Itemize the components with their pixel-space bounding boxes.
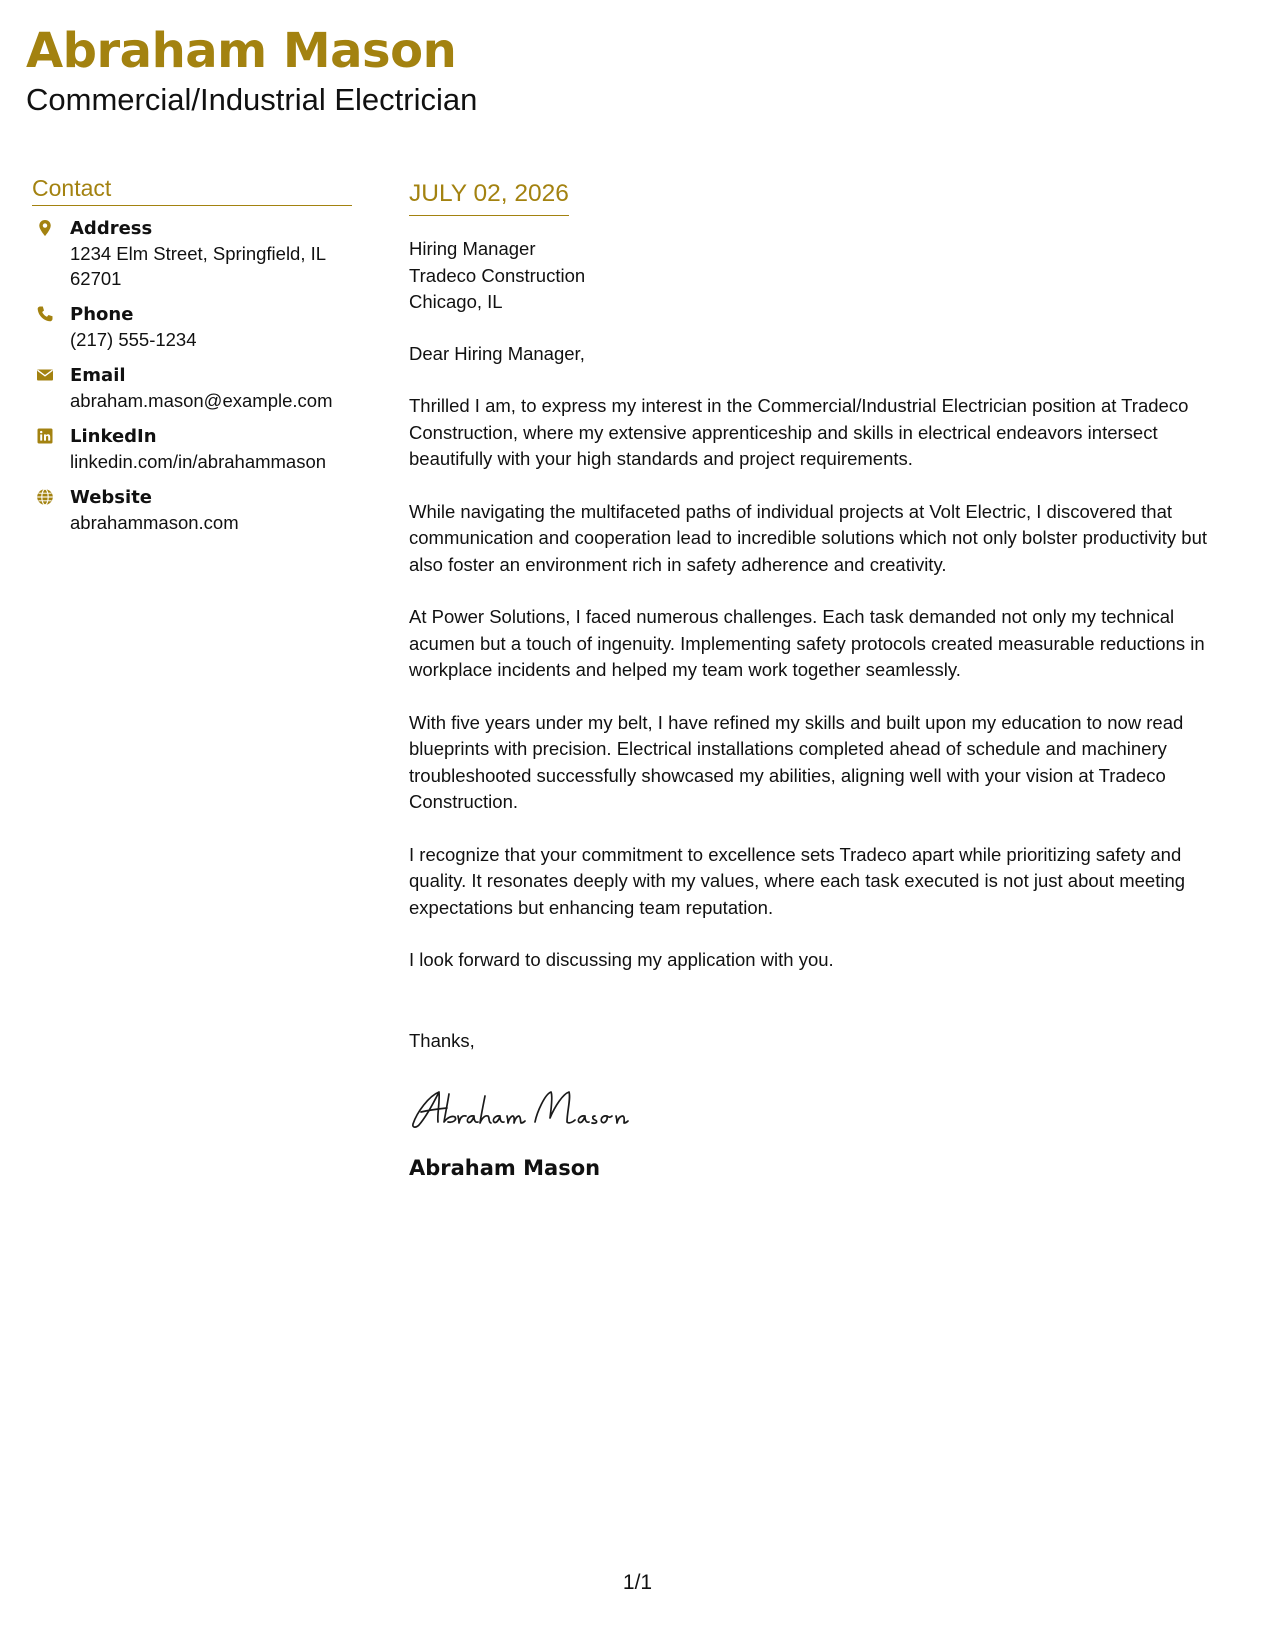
page-number: 1/1 (622, 1571, 653, 1594)
linkedin-icon (36, 427, 54, 445)
contact-item-website (32, 485, 352, 535)
signature-image (409, 1082, 669, 1134)
closing: Thanks, (409, 1029, 475, 1051)
recipient-line: Tradeco Construction (409, 264, 586, 286)
contact-item-linkedin (32, 424, 352, 474)
body-paragraph: With five years under my belt, I have refined my skills and built upon my education to now read blueprints with precision. Electrical installations completed ahead of schedule and machinery troubleshooted successfully showcased my abilities, aligning well with your vision at Tradeco Construction. (409, 711, 1184, 812)
body-paragraph: I look forward to discussing my application with you. (409, 949, 834, 970)
map-pin-icon (36, 219, 54, 237)
contact-item-phone (32, 302, 352, 352)
contact-label: Phone (70, 304, 134, 325)
contact-item-address (32, 216, 352, 291)
contact-item-email (32, 363, 352, 413)
body-paragraph: While navigating the multifaceted paths of individual projects at Volt Electric, I discovered that communication and cooperation lead to incredible solutions which not only bolster productivity but also foster an environment rich in safety adherence and creativity. (409, 500, 1208, 575)
contact-heading: Contact (32, 174, 352, 206)
phone-value: (217) 555-1234 (70, 329, 197, 350)
globe-icon (36, 488, 54, 506)
website-value: abrahammason.com (70, 512, 239, 533)
recipient-block (409, 236, 1239, 316)
contact-label: Website (70, 487, 153, 508)
applicant-name: Abraham Mason (26, 23, 457, 79)
email-value: abraham.mason@example.com (70, 390, 333, 411)
applicant-title: Commercial/Industrial Electrician (26, 82, 478, 117)
linkedin-value: linkedin.com/in/abrahammason (70, 451, 327, 472)
contact-label: Address (70, 218, 153, 239)
recipient-line: Chicago, IL (409, 291, 503, 312)
letter-date: JULY 02, 2026 (409, 178, 569, 216)
body-paragraph: I recognize that your commitment to excellence sets Tradeco apart while prioritizing safety and quality. It resonates deeply with my values, where each task executed is not just about meeting expectations but enhancing team reputation. (409, 843, 1186, 918)
phone-icon (36, 305, 54, 323)
address-line: 1234 Elm Street, Springfield, IL (70, 243, 327, 264)
salutation: Dear Hiring Manager, (409, 342, 585, 364)
body-paragraph: Thrilled I am, to express my interest in the Commercial/Industrial Electrician position at Tradeco Construction, where my extensive apprenticeship and skills in electrical endeavors intersect beautifully with your high standards and project requirements. (409, 395, 1189, 469)
handwritten-signature (409, 1082, 669, 1134)
recipient-line: Hiring Manager (409, 238, 536, 259)
letter-body (409, 178, 1239, 1182)
contact-sidebar (32, 174, 352, 546)
envelope-icon (36, 366, 54, 384)
signer-name: Abraham Mason (409, 1156, 601, 1180)
letter-header (26, 20, 826, 118)
body-paragraph: At Power Solutions, I faced numerous challenges. Each task demanded not only my technical acumen but a touch of ingenuity. Implementing safety protocols created measurable reductions in workplace incidents and helped my team work together seamlessly. (409, 606, 1205, 680)
contact-label: Email (70, 365, 126, 386)
address-line: 62701 (70, 268, 122, 289)
contact-label: LinkedIn (70, 426, 157, 447)
